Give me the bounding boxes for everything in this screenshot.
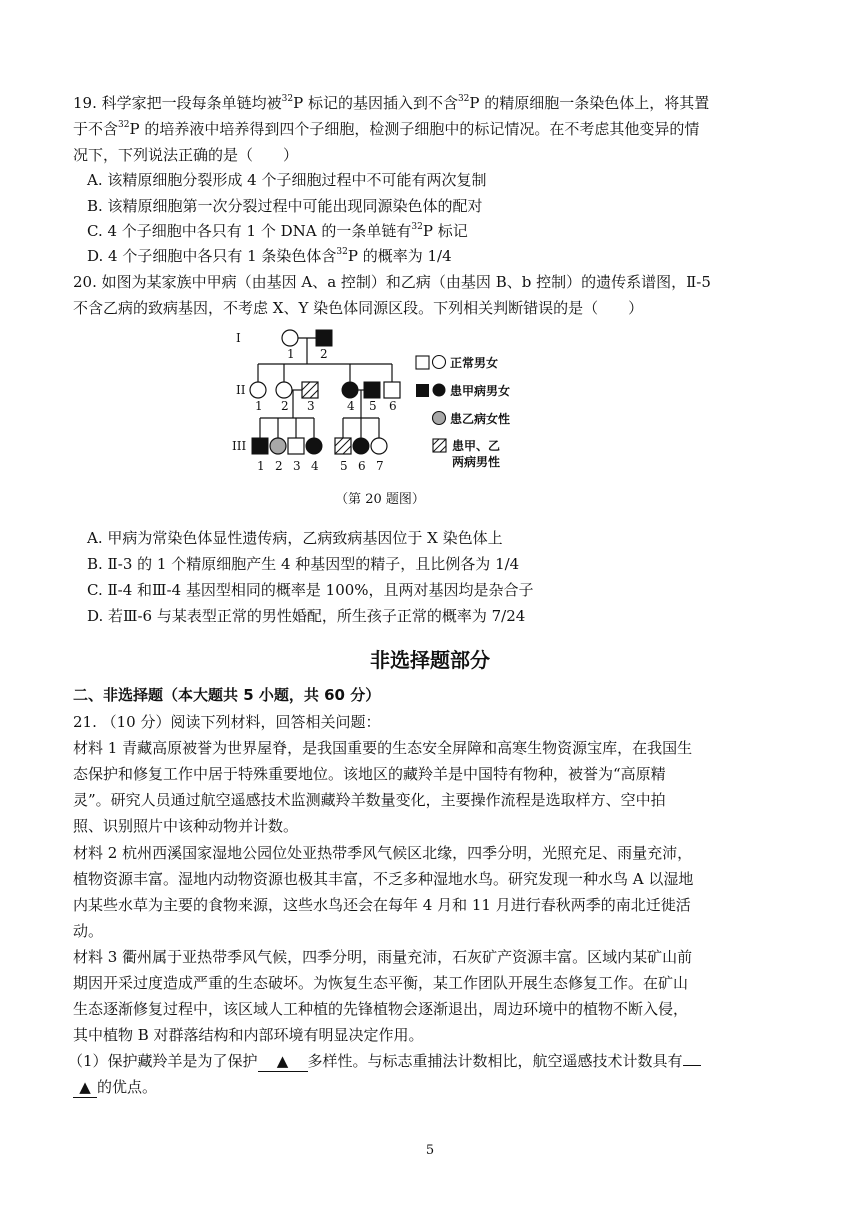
II-6-male-normal: [384, 382, 400, 398]
text: P 的培养液中培养得到四个子细胞，检测子细胞中的标记情况。在不考虑其他变异的情: [129, 120, 700, 138]
text: C. 4 个子细胞中各只有 1 个 DNA 的一条单链有: [87, 222, 412, 240]
q21-material3-line1: 材料 3 衢州属于亚热带季风气候，四季分明，雨量充沛，石灰矿产资源丰富。区域内某矿山前: [73, 948, 693, 966]
III-4-number: 4: [311, 459, 319, 473]
text: 19. 科学家把一段每条单链均被: [73, 94, 282, 112]
legend-normal-female-icon: [433, 356, 446, 369]
III-6-female-disease-a: [353, 438, 369, 454]
legend-both-label-2: 两病男性: [452, 455, 501, 469]
III-1-number: 1: [257, 459, 265, 473]
I-2-number: 2: [320, 347, 328, 361]
q21-material2-line3: 内某些水草为主要的食物来源，这些水鸟还会在每年 4 月和 11 月进行春秋两季的南北迁徙活: [73, 896, 691, 914]
q19-option-c: [87, 221, 468, 241]
III-2-number: 2: [275, 459, 283, 473]
section-title: 非选择题部分: [370, 648, 490, 672]
q20-option-d: D. 若Ⅲ-6 与某表型正常的男性婚配，所生孩子正常的概率为 7/24: [87, 607, 526, 625]
q21-material2-line2: 植物资源丰富。湿地内动物资源也极其丰富，不乏多种湿地水鸟。研究发现一种水鸟 A 以湿地: [73, 870, 694, 888]
answer-blank-tail: [683, 1065, 701, 1066]
text: 的优点。: [97, 1078, 158, 1096]
III-4-female-disease-a: [306, 438, 322, 454]
part-title: 二、非选择题（本大题共 5 小题，共 60 分）: [73, 686, 381, 704]
text: D. 4 个子细胞中各只有 1 条染色体含: [87, 247, 337, 265]
q21-material2-line1: 材料 2 杭州西溪国家湿地公园位处亚热带季风气候区北缘，四季分明，光照充足、雨量充沛，: [73, 844, 693, 862]
q20-stem-line1: 20. 如图为某家族中甲病（由基因 A、a 控制）和乙病（由基因 B、b 控制）的遗传系谱图，Ⅱ-5: [73, 273, 711, 291]
q19-stem-line3: 况下，下列说法正确的是（ ）: [73, 146, 299, 164]
q20-option-c: C. Ⅱ-4 和Ⅲ-4 基因型相同的概率是 100%，且两对基因均是杂合子: [87, 581, 534, 599]
legend-normal-male-icon: [416, 356, 429, 369]
legend-disease-a-male-icon: [416, 384, 429, 397]
text: P 的精原细胞一条染色体上，将其置: [469, 94, 710, 112]
q21-subquestion-1-cont: [73, 1077, 157, 1098]
text: （1）保护藏羚羊是为了保护: [68, 1052, 258, 1070]
q19-option-a: A. 该精原细胞分裂形成 4 个子细胞过程中不可能有两次复制: [87, 171, 487, 189]
text: P 标记的基因插入到不含: [293, 94, 458, 112]
gen-label-2: II: [236, 383, 246, 397]
superscript: 32: [281, 94, 294, 104]
q19-option-b: B. 该精原细胞第一次分裂过程中可能出现同源染色体的配对: [87, 197, 483, 215]
II-2-female-normal: [276, 382, 292, 398]
III-3-number: 3: [293, 459, 301, 473]
superscript: 32: [336, 247, 348, 257]
III-7-female-normal: [371, 438, 387, 454]
text: P 标记: [422, 222, 468, 240]
q20-stem-line2: 不含乙病的致病基因，不考虑 X、Y 染色体同源区段。下列相关判断错误的是（ ）: [73, 299, 644, 317]
text: 多样性。与标志重捕法计数相比，航空遥感技术计数具有: [307, 1052, 683, 1070]
II-2-number: 2: [281, 399, 289, 413]
superscript: 32: [118, 120, 130, 130]
III-2-female-disease-b: [270, 438, 286, 454]
superscript: 32: [411, 222, 423, 232]
q21-intro: 21. （10 分）阅读下列材料，回答相关问题：: [73, 713, 381, 731]
q21-material1-line3: 灵”。研究人员通过航空遥感技术监测藏羚羊数量变化，主要操作流程是选取样方、空中拍: [73, 791, 666, 809]
II-6-number: 6: [389, 399, 397, 413]
q21-material3-line2: 期因开采过度造成严重的生态破坏。为恢复生态平衡，某工作团队开展生态修复工作。在矿山: [73, 974, 689, 992]
q21-material2-line4: 动。: [73, 922, 104, 940]
q21-material1-line2: 态保护和修复工作中居于特殊重要地位。该地区的藏羚羊是中国特有物种，被誉为“高原精: [73, 765, 666, 783]
q21-material1-line1: 材料 1 青藏高原被誉为世界屋脊，是我国重要的生态安全屏障和高寒生物资源宝库，在我国生: [73, 739, 693, 757]
I-1-number: 1: [287, 347, 295, 361]
legend-disease-a-female-icon: [433, 384, 446, 397]
III-7-number: 7: [376, 459, 384, 473]
II-4-number: 4: [347, 399, 355, 413]
III-3-male-normal: [288, 438, 304, 454]
superscript: 32: [457, 94, 470, 104]
III-6-number: 6: [358, 459, 366, 473]
I-2-male-disease-a: [316, 330, 332, 346]
q20-option-a: A. 甲病为常染色体显性遗传病，乙病致病基因位于 X 染色体上: [87, 529, 503, 547]
page-number: 5: [425, 1143, 435, 1158]
text: P 的概率为 1/4: [347, 247, 452, 265]
text: 于不含: [73, 120, 119, 138]
answer-blank: ▲: [258, 1051, 308, 1072]
q21-material1-line4: 照、识别照片中该种动物并计数。: [73, 817, 299, 835]
gen-label-1: I: [236, 331, 241, 345]
II-3-number: 3: [307, 399, 315, 413]
q21-subquestion-1: [68, 1051, 701, 1072]
II-5-male-disease-a: [364, 382, 380, 398]
II-1-number: 1: [255, 399, 263, 413]
pedigree-figure: [230, 326, 520, 476]
q19-stem-line1: [73, 93, 709, 113]
q20-option-b: B. Ⅱ-3 的 1 个精原细胞产生 4 种基因型的精子，且比例各为 1/4: [87, 555, 520, 573]
II-1-female-normal: [250, 382, 266, 398]
legend-both-label-1: 患甲、乙: [452, 439, 501, 453]
II-4-female-disease-a: [342, 382, 358, 398]
II-5-number: 5: [369, 399, 377, 413]
III-1-male-disease-a: [252, 438, 268, 454]
q19-option-d: [87, 246, 452, 266]
q21-material3-line3: 生态逐渐修复过程中，该区域人工种植的先锋植物会逐渐退出，周边环境中的植物不断入侵，: [73, 1000, 689, 1018]
q19-stem-line2: [73, 119, 699, 139]
answer-blank: ▲: [73, 1077, 97, 1098]
legend-disease-a-label: 患甲病男女: [450, 384, 511, 398]
figure-caption: （第 20 题图）: [335, 492, 425, 507]
gen-label-3: III: [232, 439, 247, 453]
I-1-female-normal: [282, 330, 298, 346]
legend-disease-b-label: 患乙病女性: [450, 412, 511, 426]
III-5-number: 5: [340, 459, 348, 473]
legend-disease-b-female-icon: [433, 412, 446, 425]
legend-normal-label: 正常男女: [450, 356, 499, 370]
q21-material3-line4: 其中植物 B 对群落结构和内部环境有明显决定作用。: [73, 1026, 424, 1044]
